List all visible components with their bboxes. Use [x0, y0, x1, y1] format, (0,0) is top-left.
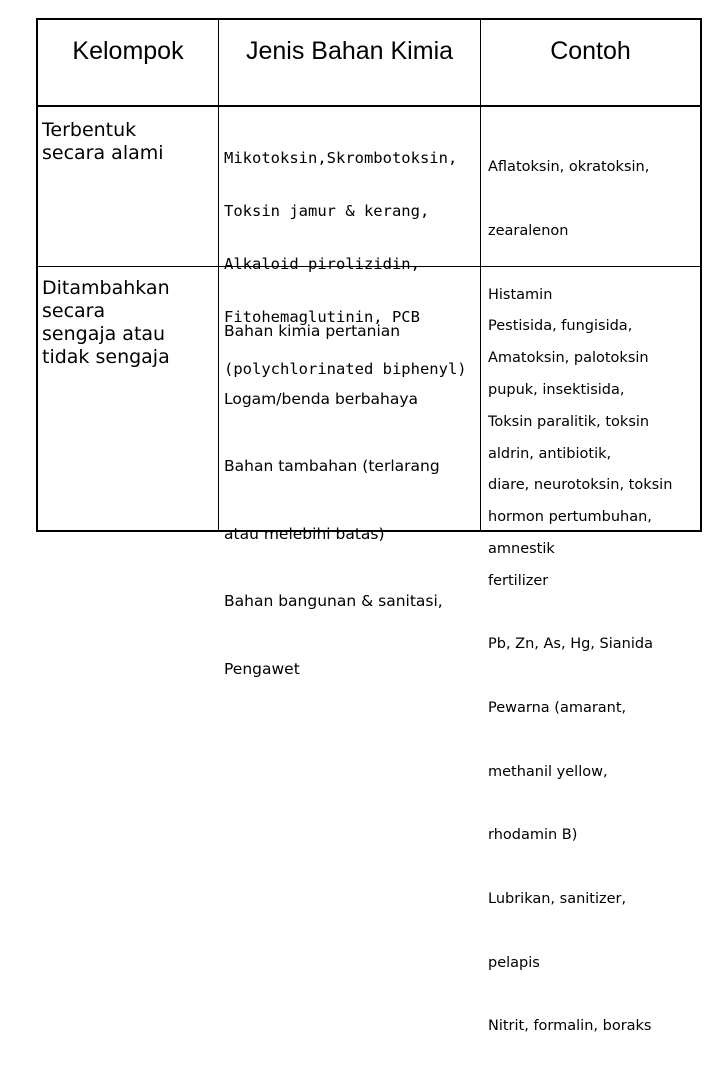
row2-jenis-line: Bahan kimia pertanian — [224, 322, 401, 340]
row2-contoh-line: aldrin, antibiotik, — [488, 445, 612, 462]
row1-jenis-line: (polychlorinated biphenyl) — [224, 360, 467, 379]
row1-contoh-line: Toksin paralitik, toksin — [488, 413, 650, 430]
row2-jenis-line: Bahan bangunan & sanitasi, — [224, 592, 443, 610]
row2-jenis-line: Logam/benda berbahaya — [224, 389, 419, 408]
row2-kelompok — [42, 277, 170, 369]
row1-jenis-line: Mikotoksin,Skrombotoksin, — [224, 149, 458, 168]
row2-kelompok-line: tidak sengaja — [42, 346, 170, 368]
row2-jenis-line: Bahan tambahan (terlarang — [224, 457, 440, 475]
row2-contoh-line: fertilizer — [488, 572, 549, 589]
row1-kelompok — [42, 119, 164, 165]
header-jenis-bahan-kimia: Jenis Bahan Kimia — [245, 37, 454, 65]
header-contoh: Contoh — [550, 37, 631, 65]
header-divider — [38, 105, 700, 107]
row2-contoh-line: hormon pertumbuhan, — [488, 509, 652, 526]
row2-kelompok-line: Ditambahkan — [42, 277, 170, 299]
row1-contoh-line: zearalenon — [488, 223, 569, 240]
row1-jenis-line: Alkaloid pirolizidin, — [224, 254, 420, 273]
row2-contoh-line: rhodamin B) — [488, 827, 578, 844]
row1-contoh-line: diare, neurotoksin, toksin — [488, 477, 673, 494]
row2-jenis-line: atau melebihi batas) — [224, 524, 385, 543]
row1-contoh-line: amnestik — [488, 541, 555, 558]
row2-contoh-line: Nitrit, formalin, boraks — [488, 1018, 652, 1035]
row2-contoh — [488, 274, 653, 1080]
chemical-table — [36, 18, 702, 1035]
row2-contoh-line: pelapis — [488, 954, 540, 971]
row2-contoh-line: Pewarna (amarant, — [488, 700, 627, 717]
row1-jenis-line: Fitohemaglutinin, PCB — [224, 307, 420, 326]
row2-contoh-line: methanil yellow, — [488, 763, 608, 780]
row1-jenis-line: Toksin jamur & kerang, — [224, 201, 430, 220]
row1-contoh-line: Amatoksin, palotoksin — [488, 350, 649, 367]
header-kelompok: Kelompok — [72, 37, 184, 65]
row1-contoh-line: Histamin — [488, 286, 553, 303]
row2-jenis — [224, 275, 443, 725]
column-divider-2 — [480, 20, 481, 530]
row2-contoh-line: pupuk, insektisida, — [488, 382, 625, 399]
row2-contoh-line: Pb, Zn, As, Hg, Sianida — [488, 636, 653, 653]
row2-jenis-line: Pengawet — [224, 659, 300, 678]
column-divider-1 — [218, 20, 219, 530]
row1-kelompok-line: Terbentuk — [42, 119, 137, 141]
row1-contoh-line: Aflatoksin, okratoksin, — [488, 159, 650, 176]
row2-contoh-line: Pestisida, fungisida, — [488, 318, 633, 335]
row2-kelompok-line: sengaja atau — [42, 323, 166, 345]
row1-kelompok-line: secara alami — [42, 142, 164, 164]
row2-contoh-line: Lubrikan, sanitizer, — [488, 890, 627, 907]
row2-kelompok-line: secara — [42, 300, 106, 322]
